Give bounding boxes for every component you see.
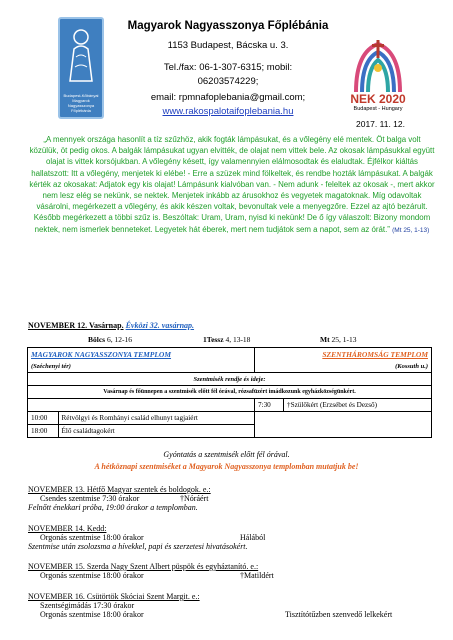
- row1-time: 10:00: [28, 412, 59, 425]
- mass-intent: †Matildért: [240, 571, 274, 580]
- table-row: [28, 373, 432, 386]
- table-row: [28, 386, 432, 399]
- quote-reference: (Mt 25, 1-13): [392, 226, 430, 234]
- row2-empty-time: [255, 425, 284, 438]
- row0-time-right: 7:30: [255, 399, 284, 412]
- mass-intent: Hálából: [240, 533, 266, 542]
- parish-logo: [58, 17, 104, 119]
- day-heading: NOVEMBER 14. Kedd:: [28, 524, 107, 533]
- mass-time: Orgonás szentmise 18:00 órakor: [40, 533, 144, 542]
- day-heading: NOVEMBER 13. Hétfő Magyar szentek és boldogok. e.:: [28, 485, 211, 494]
- phone-line-2: 06203574229;: [197, 76, 259, 87]
- day-heading: NOVEMBER 16. Csütörtök Skóciai Szent Margit. e.:: [28, 592, 200, 601]
- page-title: Magyarok Nagyasszonya Főplébánia: [127, 20, 329, 32]
- place-right: (Kossuth u.): [255, 360, 432, 373]
- reading2: 4, 13-18: [225, 335, 251, 344]
- mass-time: Orgonás szentmise 18:00 órakor: [40, 610, 144, 619]
- table-row: [28, 399, 432, 412]
- row0-text-right: †Szülőkért (Erzsébet és Dezső): [284, 399, 432, 412]
- madonna-icon: [60, 19, 102, 89]
- gospel-ref: 25, 1-13: [331, 335, 357, 344]
- row2-time: 18:00: [28, 425, 59, 438]
- row2-empty-text: [284, 425, 432, 438]
- address: 1153 Budapest, Bácska u. 3.: [167, 40, 289, 51]
- gospel-quote: [28, 134, 436, 236]
- phone-line-1: Tel./fax: 06-1-307-6315; mobil:: [163, 62, 293, 73]
- reading1-label: Bölcs: [88, 335, 106, 344]
- day-mass: [40, 533, 438, 542]
- sunday-week: Évközi 32. vasárnap.: [125, 321, 195, 330]
- readings: [88, 335, 132, 344]
- mass-intent: Tisztítótűzben szenvedő lelkekért: [285, 610, 393, 619]
- table-row: [28, 348, 432, 361]
- table-row: [28, 425, 432, 438]
- nek-label: [338, 93, 418, 113]
- day-heading: NOVEMBER 15. Szerda Nagy Szent Albert püspök és egyháztanító. e.:: [28, 562, 259, 571]
- table-row: [28, 360, 432, 373]
- row2-text: Élő családtagokért: [58, 425, 255, 438]
- logo-caption: Budapest-Kőbányai Magyarok Nagyasszonya Főplébánia: [63, 93, 99, 113]
- day-note: Szentmise után zsolozsma a hívekkel, papi és szerzetesi hivatásokért.: [28, 542, 248, 551]
- nek-subtitle: Budapest - Hungary: [353, 106, 403, 112]
- weekday-note: A hétköznapi szentmiséket a Magyarok Nagyasszonya templomban mutatjuk be!: [94, 462, 359, 471]
- row1-empty-time: [255, 412, 284, 425]
- mass-intent: †Nóráért: [180, 494, 209, 503]
- day-mass: [40, 610, 438, 619]
- place-left: (Széchenyi tér): [28, 360, 255, 373]
- day-thursday: [28, 592, 438, 619]
- church-right-name: SZENTHÁROMSÁG TEMPLOM: [322, 349, 428, 359]
- mass-schedule-table: [27, 347, 432, 438]
- table-row: [28, 412, 432, 425]
- row0-time: [28, 399, 59, 412]
- gospel-wrap: [320, 335, 356, 344]
- mass-time: Orgonás szentmise 18:00 órakor: [40, 571, 144, 580]
- sunday-date: NOVEMBER 12. Vasárnap.: [28, 321, 124, 330]
- church-left-name: MAGYAROK NAGYASSZONYA TEMPLOM: [31, 349, 172, 359]
- confession-note: Gyóntatás a szentmisék előtt fél órával.: [163, 450, 290, 459]
- row1-text: Rétvölgyi és Romhányi család elhunyt tagjaiért: [58, 412, 255, 425]
- quote-text: „A mennyek országa hasonlít a tíz szűzhöz, akik fogták lámpásukat, és a vőlegény elé mentek. Öt balga volt közülük, öt pedig okos. A balgák lámpásukat ugyan elvitték, de olajat nem vittek bele. Az okosak lámpásukkal együtt olajat is vittek korsójukban. A vőlegény késett, így valamennyien elálmosodtak és elaludtak. Éjfélkor kiáltás hallatszott: Itt a vőlegény, menjetek ki elébe! - Erre a szüzek mind fölkeltek, és rendbe hozták lámpásukat. A balgák kérték az okosakat: Adjatok egy kis olajat! Lámpásunk kialvóban van. - Nem adunk - feleltek az okosak -, mert akkor nem lesz elég se nekünk, se nektek. Menjetek inkább az árusokhoz és vegyetek magatoknak. Míg odavoltak vásárolni, megérkezett a vőlegény, és akik készen voltak, bevonultak vele a menyegzőre. Ezzel az ajtó bezárult. Később megérkezett a többi szűz is. Beszóltak: Uram, Uram, nyisd ki nekünk! De ő így válaszolt: Bizony mondom nektek, nem ismerlek benneteket. Legyetek hát éberek, mert nem tudjátok sem a napot, sem az órát.”: [29, 135, 435, 234]
- rosary-note: Vasárnap és főünnepen a szentmisék előtt fél órával, rózsafüzért imádkozunk egyházközségünkért.: [28, 386, 432, 399]
- day-monday: [28, 485, 438, 512]
- mass-time: Csendes szentmise 7:30 órakor: [40, 494, 140, 503]
- email: email: rpmnafoplebania@gmail.com;: [150, 92, 306, 103]
- adoration-time: Szentségimádás 17:30 órakor: [40, 601, 135, 610]
- bulletin-date: 2017. 11. 12.: [356, 119, 405, 129]
- day-wednesday: [28, 562, 438, 580]
- gospel-label: Mt: [320, 335, 330, 344]
- church-right: [255, 348, 432, 361]
- nek-title: NEK 2020: [350, 92, 406, 106]
- website-link[interactable]: www.rakospalotaifoplebania.hu: [162, 106, 294, 117]
- reading2-wrap: [203, 335, 250, 344]
- church-left: [28, 348, 255, 361]
- row0-text: [58, 399, 255, 412]
- sunday-heading: [28, 321, 194, 330]
- day-mass: [40, 494, 438, 503]
- reading2-label: 1Tessz: [203, 335, 224, 344]
- day-tuesday: [28, 524, 438, 551]
- reading1: 6, 12-16: [106, 335, 132, 344]
- row1-empty-text: [284, 412, 432, 425]
- mass-order: Szentmisék rendje és ideje:: [28, 373, 432, 386]
- day-note: Felnőtt énekkari próba, 19:00 órakor a templomban.: [28, 503, 198, 512]
- day-mass: [40, 571, 438, 580]
